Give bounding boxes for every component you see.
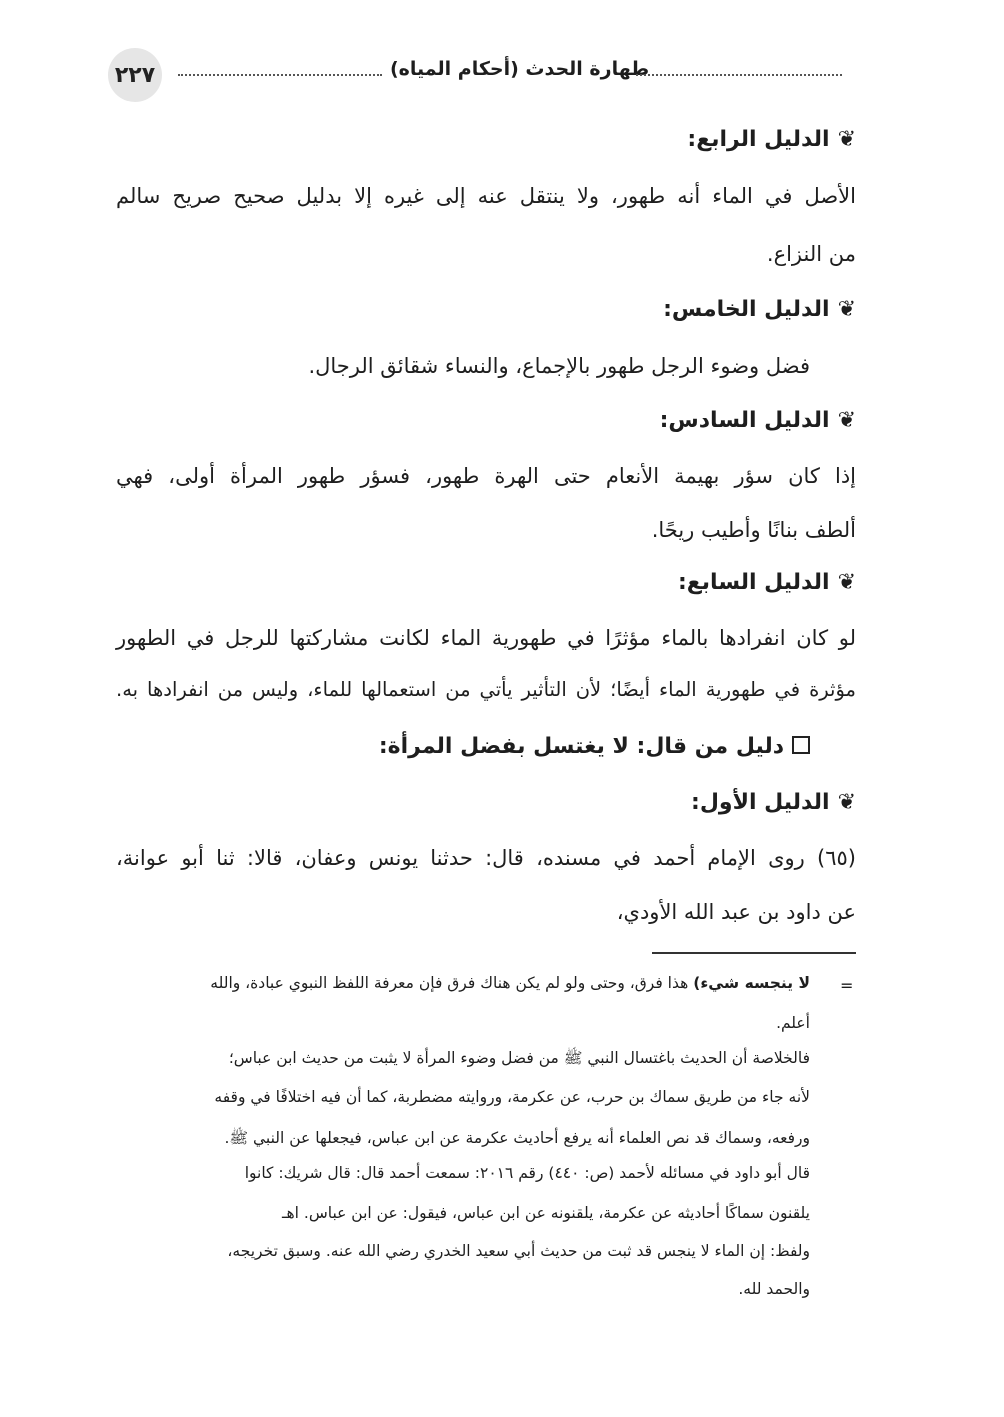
footnote-line: يلقنون سماكًا أحاديثه عن عكرمة، يلقنونه عن ابن عباس، فيقول: عن ابن عباس. اهـ	[281, 1204, 810, 1222]
header-dots-left	[178, 74, 382, 76]
section-heading-fourth: ❦الدليل الرابع:	[687, 127, 856, 152]
square-bullet-icon	[792, 736, 810, 754]
footnote-line: لأنه جاء من طريق سماك بن حرب، عن عكرمة، وروايته مضطربة، كما أن فيه اختلافًا في وقفه	[214, 1088, 810, 1106]
leaf-bullet-icon: ❦	[837, 127, 856, 152]
footnote-line: أعلم.	[776, 1014, 810, 1032]
page-number: ٢٢٧	[108, 48, 162, 102]
footnote-line: قال أبو داود في مسائله لأحمد (ص: ٤٤٠) رقم ٢٠١٦: سمعت أحمد قال: قال شريك: كانوا	[244, 1164, 810, 1182]
paragraph-line: ألطف بنانًا وأطيب ريحًا.	[651, 518, 856, 542]
paragraph-line: لو كان انفرادها بالماء مؤثرًا في طهورية الماء لكانت مشاركتها للرجل في الطهور	[116, 626, 856, 650]
header-title: طهارة الحدث (أحكام المياه)	[386, 58, 653, 80]
paragraph-line: من النزاع.	[766, 242, 856, 266]
paragraph-line: فضل وضوء الرجل طهور بالإجماع، والنساء شقائق الرجال.	[308, 354, 810, 378]
paragraph-line: الأصل في الماء أنه طهور، ولا ينتقل عنه إلى غيره إلا بدليل صحيح صريح سالم	[116, 184, 856, 208]
running-header	[108, 48, 860, 100]
paragraph-line: مؤثرة في طهورية الماء أيضًا؛ لأن التأثير يأتي من استعمالها للماء، وليس من انفرادها به.	[116, 678, 856, 701]
footnote-bold-quote: لا ينجسه شيء)	[693, 974, 810, 992]
leaf-bullet-icon: ❦	[837, 790, 856, 815]
footnote-line: فالخلاصة أن الحديث باغتسال النبي ﷺ من فضل وضوء المرأة لا يثبت من حديث ابن عباس؛	[228, 1049, 810, 1067]
paragraph-line: (٦٥) روى الإمام أحمد في مسنده، قال: حدثنا يونس وعفان، قالا: ثنا أبو عوانة،	[116, 846, 856, 870]
section-heading-sixth: ❦الدليل السادس:	[659, 408, 856, 433]
paragraph-line: عن داود بن عبد الله الأودي،	[616, 900, 856, 924]
footnote-line: ورفعه، وسماك قد نص العلماء أنه يرفع أحاديث عكرمة عن ابن عباس، فيجعلها عن النبي ﷺ.	[224, 1129, 810, 1147]
header-dots-right	[636, 74, 842, 76]
footnote-continuation-marker: =	[840, 976, 854, 995]
footnote-line	[116, 974, 810, 992]
footnote-text: هذا فرق، وحتى ولو لم يكن هناك فرق فإن معرفة اللفظ النبوي عبادة، والله	[210, 974, 694, 992]
section-heading-fifth: ❦الدليل الخامس:	[663, 297, 856, 322]
leaf-bullet-icon: ❦	[837, 408, 856, 433]
footnote-line: والحمد لله.	[738, 1280, 810, 1298]
leaf-bullet-icon: ❦	[837, 570, 856, 595]
leaf-bullet-icon: ❦	[837, 297, 856, 322]
footnote-separator	[652, 952, 856, 954]
paragraph-line: إذا كان سؤر بهيمة الأنعام حتى الهرة طهور، فسؤر طهور المرأة أولى، فهي	[116, 464, 856, 488]
section-heading-first: ❦الدليل الأول:	[691, 790, 856, 815]
footnote-line: ولفظ: إن الماء لا ينجس قد ثبت من حديث أبي سعيد الخدري رضي الله عنه. وسبق تخريجه،	[227, 1242, 810, 1260]
opposing-view-heading: دليل من قال: لا يغتسل بفضل المرأة:	[70, 734, 810, 759]
section-heading-seventh: ❦الدليل السابع:	[677, 570, 856, 595]
